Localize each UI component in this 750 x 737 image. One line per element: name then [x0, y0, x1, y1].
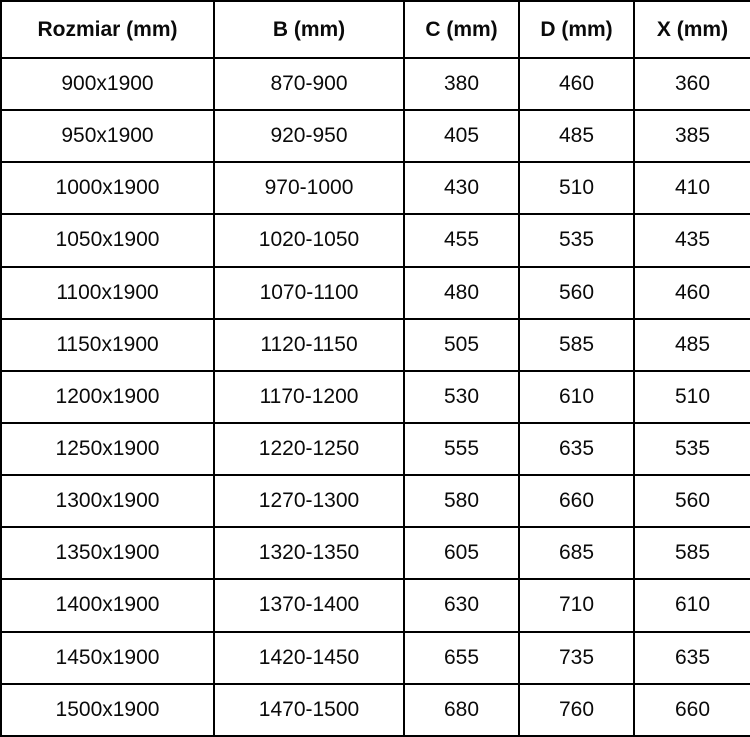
table-cell: 660 [634, 684, 750, 736]
table-cell: 710 [519, 579, 634, 631]
table-cell: 870-900 [214, 58, 404, 110]
table-cell: 585 [519, 319, 634, 371]
table-cell: 1170-1200 [214, 371, 404, 423]
table-cell: 685 [519, 527, 634, 579]
table-cell: 1070-1100 [214, 267, 404, 319]
table-row [1, 214, 750, 266]
column-header-rozmiar: Rozmiar (mm) [1, 1, 214, 58]
table-row [1, 579, 750, 631]
table-cell: 535 [634, 423, 750, 475]
table-row [1, 110, 750, 162]
table-cell: 920-950 [214, 110, 404, 162]
table-cell: 735 [519, 632, 634, 684]
table-cell: 510 [519, 162, 634, 214]
table-cell: 510 [634, 371, 750, 423]
table-cell: 430 [404, 162, 519, 214]
column-header-x: X (mm) [634, 1, 750, 58]
table-row [1, 423, 750, 475]
table-cell: 1050x1900 [1, 214, 214, 266]
table-cell: 1300x1900 [1, 475, 214, 527]
table-cell: 435 [634, 214, 750, 266]
table-cell: 1370-1400 [214, 579, 404, 631]
table-cell: 680 [404, 684, 519, 736]
table-cell: 1250x1900 [1, 423, 214, 475]
table-cell: 655 [404, 632, 519, 684]
table-cell: 555 [404, 423, 519, 475]
table-header [1, 1, 750, 58]
table-cell: 1450x1900 [1, 632, 214, 684]
table-cell: 1000x1900 [1, 162, 214, 214]
table-row [1, 632, 750, 684]
table-cell: 1100x1900 [1, 267, 214, 319]
table-cell: 530 [404, 371, 519, 423]
table-cell: 580 [404, 475, 519, 527]
header-row [1, 1, 750, 58]
table-cell: 585 [634, 527, 750, 579]
table-cell: 1200x1900 [1, 371, 214, 423]
table-cell: 1350x1900 [1, 527, 214, 579]
table-body [1, 58, 750, 736]
table-row [1, 684, 750, 736]
table-cell: 610 [634, 579, 750, 631]
table-cell: 460 [634, 267, 750, 319]
table-row [1, 319, 750, 371]
table-cell: 485 [519, 110, 634, 162]
table-cell: 455 [404, 214, 519, 266]
table-cell: 900x1900 [1, 58, 214, 110]
table-cell: 1470-1500 [214, 684, 404, 736]
table-cell: 385 [634, 110, 750, 162]
table-row [1, 267, 750, 319]
column-header-b: B (mm) [214, 1, 404, 58]
table-row [1, 371, 750, 423]
table-cell: 535 [519, 214, 634, 266]
table-cell: 1420-1450 [214, 632, 404, 684]
column-header-d: D (mm) [519, 1, 634, 58]
table-cell: 760 [519, 684, 634, 736]
table-cell: 480 [404, 267, 519, 319]
table-cell: 950x1900 [1, 110, 214, 162]
column-header-c: C (mm) [404, 1, 519, 58]
table-cell: 605 [404, 527, 519, 579]
table-cell: 635 [634, 632, 750, 684]
table-cell: 1320-1350 [214, 527, 404, 579]
table-cell: 1500x1900 [1, 684, 214, 736]
table-cell: 1150x1900 [1, 319, 214, 371]
table-cell: 1400x1900 [1, 579, 214, 631]
table-row [1, 58, 750, 110]
table-row [1, 475, 750, 527]
table-cell: 485 [634, 319, 750, 371]
table-cell: 1020-1050 [214, 214, 404, 266]
table-cell: 360 [634, 58, 750, 110]
table-cell: 660 [519, 475, 634, 527]
table-cell: 630 [404, 579, 519, 631]
table-cell: 610 [519, 371, 634, 423]
table-cell: 970-1000 [214, 162, 404, 214]
table-cell: 410 [634, 162, 750, 214]
table-cell: 505 [404, 319, 519, 371]
table-cell: 380 [404, 58, 519, 110]
table-cell: 405 [404, 110, 519, 162]
table-cell: 1120-1150 [214, 319, 404, 371]
table-row [1, 527, 750, 579]
table-cell: 1220-1250 [214, 423, 404, 475]
table-cell: 1270-1300 [214, 475, 404, 527]
table-cell: 460 [519, 58, 634, 110]
table-cell: 635 [519, 423, 634, 475]
table-cell: 560 [519, 267, 634, 319]
table-row [1, 162, 750, 214]
table-cell: 560 [634, 475, 750, 527]
